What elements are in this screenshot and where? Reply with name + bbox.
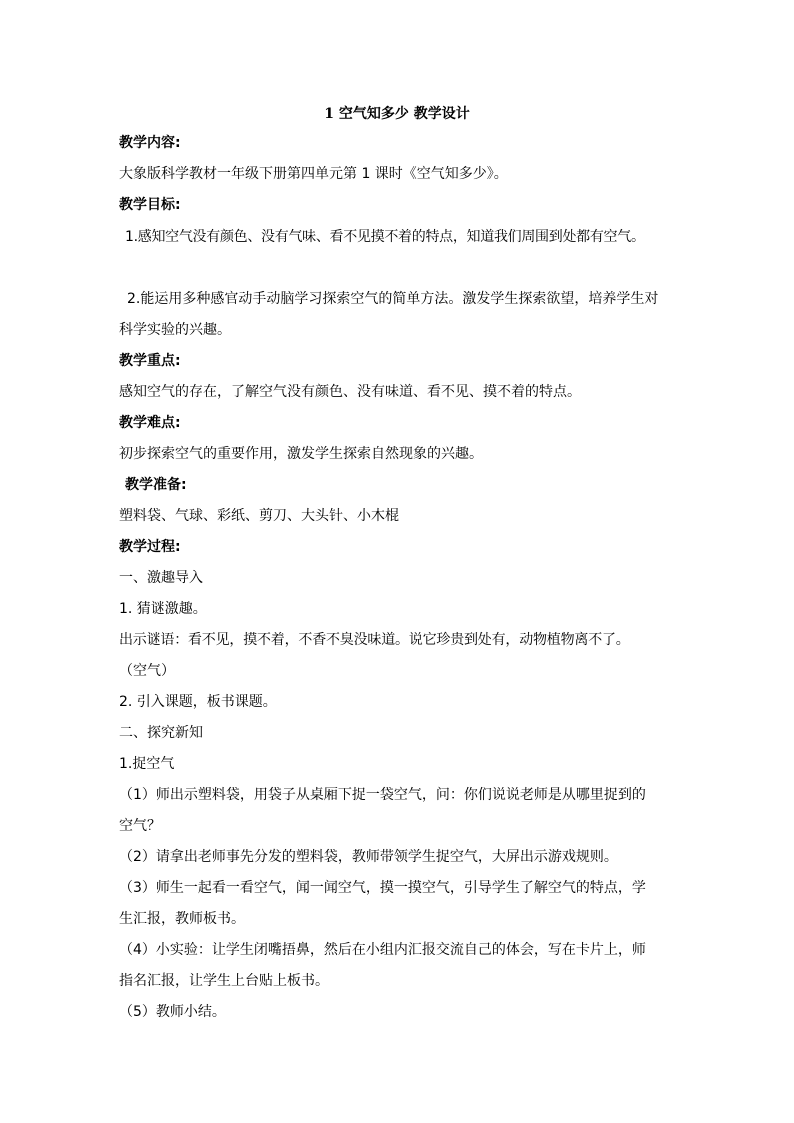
document-title: 1 空气知多少 教学设计 bbox=[324, 106, 470, 122]
key-points-text: 感知空气的存在，了解空气没有颜色、没有味道、看不见、摸不着的特点。 bbox=[119, 384, 581, 400]
activity-catch-air: 1.捉空气 bbox=[119, 756, 175, 772]
difficulty-heading: 教学难点: bbox=[119, 415, 181, 431]
content-text: 大象版科学教材一年级下册第四单元第 1 课时《空气知多少》。 bbox=[119, 166, 508, 182]
process-heading: 教学过程: bbox=[119, 539, 181, 555]
goal-item-2-cont: 科学实验的兴趣。 bbox=[119, 322, 231, 338]
riddle-text: 出示谜语：看不见，摸不着，不香不臭没味道。说它珍贵到处有，动物植物离不了。 bbox=[119, 632, 630, 648]
step-1: 1. 猜谜激趣。 bbox=[119, 601, 207, 617]
riddle-answer: （空气） bbox=[119, 663, 175, 679]
section-2-title: 二、探究新知 bbox=[119, 725, 203, 741]
paragraph-1-cont: 空气？ bbox=[119, 818, 161, 834]
content-heading: 教学内容: bbox=[119, 135, 181, 151]
paragraph-2: （2）请拿出老师事先分发的塑料袋，教师带领学生捉空气，大屏出示游戏规则。 bbox=[119, 849, 618, 865]
preparation-heading: 教学准备: bbox=[125, 477, 187, 493]
goal-item-1: 1.感知空气没有颜色、没有气味、看不见摸不着的特点，知道我们周围到处都有空气。 bbox=[125, 229, 645, 245]
paragraph-1: （1）师出示塑料袋，用袋子从桌厢下捉一袋空气，问：你们说说老师是从哪里捉到的 bbox=[119, 787, 646, 803]
paragraph-5: （5）教师小结。 bbox=[119, 1004, 226, 1020]
paragraph-3: （3）师生一起看一看空气，闻一闻空气，摸一摸空气，引导学生了解空气的特点，学 bbox=[119, 880, 646, 896]
step-2: 2. 引入课题，板书课题。 bbox=[119, 694, 277, 710]
key-points-heading: 教学重点: bbox=[119, 353, 181, 369]
section-1-title: 一、激趣导入 bbox=[119, 570, 203, 586]
paragraph-3-cont: 生汇报，教师板书。 bbox=[119, 911, 245, 927]
paragraph-4: （4）小实验：让学生闭嘴捂鼻，然后在小组内汇报交流自己的体会，写在卡片上，师 bbox=[119, 942, 646, 958]
difficulty-text: 初步探索空气的重要作用，激发学生探索自然现象的兴趣。 bbox=[119, 446, 483, 462]
goals-heading: 教学目标: bbox=[119, 197, 181, 213]
paragraph-4-cont: 指名汇报，让学生上台贴上板书。 bbox=[119, 973, 329, 989]
preparation-text: 塑料袋、气球、彩纸、剪刀、大头针、小木棍 bbox=[119, 508, 399, 524]
goal-item-2: 2.能运用多种感官动手动脑学习探索空气的简单方法。激发学生探索欲望，培养学生对 bbox=[127, 291, 659, 307]
